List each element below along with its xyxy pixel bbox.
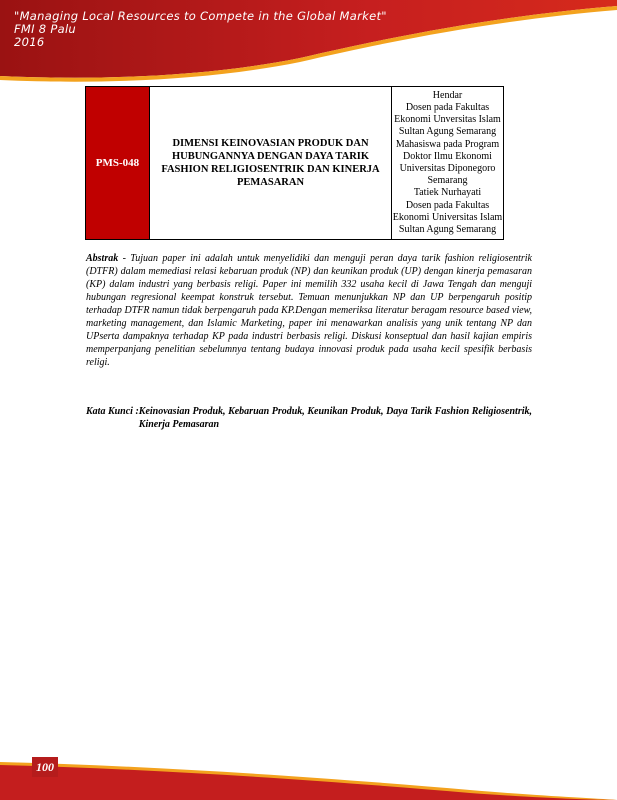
conference-year: 2016 (14, 35, 45, 49)
keywords (86, 405, 532, 431)
conference-event: FMI 8 Palu (14, 22, 77, 36)
author-line: Ekonomi Unversitas Islam (394, 114, 501, 126)
header-banner (0, 0, 617, 84)
author-line: Sultan Agung Semarang (398, 126, 497, 138)
footer-banner (0, 740, 617, 800)
keywords-label: Kata Kunci : (86, 406, 139, 417)
author-line: Mahasiswa pada Program (395, 138, 500, 150)
footer-banner-shape (0, 740, 617, 800)
paper-code: PMS-048 (86, 87, 150, 240)
page-number: 100 (32, 757, 58, 777)
abstract (86, 252, 532, 369)
paper-title: DIMENSI KEINOVASIAN PRODUK DAN HUBUNGANNYA DENGAN DAYA TARIK FASHION RELIGIOSENTRIK DAN KINERJA PEMASARAN (150, 87, 392, 240)
author-line: Tatiek Nurhayati (413, 187, 482, 199)
paper-authors (392, 87, 504, 240)
author-line: Ekonomi Universitas Islam (392, 211, 503, 223)
author-line: Semarang (427, 175, 468, 187)
abstract-label: Abstrak (86, 253, 119, 264)
author-line: Hendar (432, 89, 463, 101)
author-line: Universitas Diponegoro (399, 163, 496, 174)
abstract-text: - Tujuan paper ini adalah untuk menyelidiki dan menguji peran daya tarik fashion religiosentrik (DTFR) dalam memediasi relasi kebaruan produk (NP) dan keunikan produk (UP) dengan kinerja pemasaran (KP) dalam industri yang berbasis religi. Paper ini memilih 332 usaha kecil di Jawa Tengah dan menguji hubungan regresional keempat konstruk tersebut. Temuan menunjukkan NP dan UP berpengaruh positip terhadap DTFR namun tidak berpengaruh pada KP.Dengan memeriksa literatur beragam resource based view, marketing management, dan Islamic Marketing, paper ini menawarkan analisis yang unik tentang NP dan UPserta dampaknya terhadap KP pada industri berbasis religi. Diskusi konseptual dan hasil kajian empiris memperpanjang penelitian sebelumnya tentang budaya innovasi produk pada usaha kecil spesifik berbasis religi. (86, 253, 532, 368)
conference-header (14, 10, 387, 49)
author-line: Dosen pada Fakultas (405, 199, 490, 211)
conference-theme: "Managing Local Resources to Compete in the Global Market" (14, 9, 387, 23)
author-line: Sultan Agung Semarang (398, 224, 497, 236)
author-line: Doktor Ilmu Ekonomi (403, 150, 492, 162)
keywords-text: Keinovasian Produk, Kebaruan Produk, Keunikan Produk, Daya Tarik Fashion Religiosentrik, Kinerja Pemasaran (138, 406, 532, 430)
paper-info-table (85, 86, 504, 240)
author-line: Dosen pada Fakultas (405, 101, 490, 113)
